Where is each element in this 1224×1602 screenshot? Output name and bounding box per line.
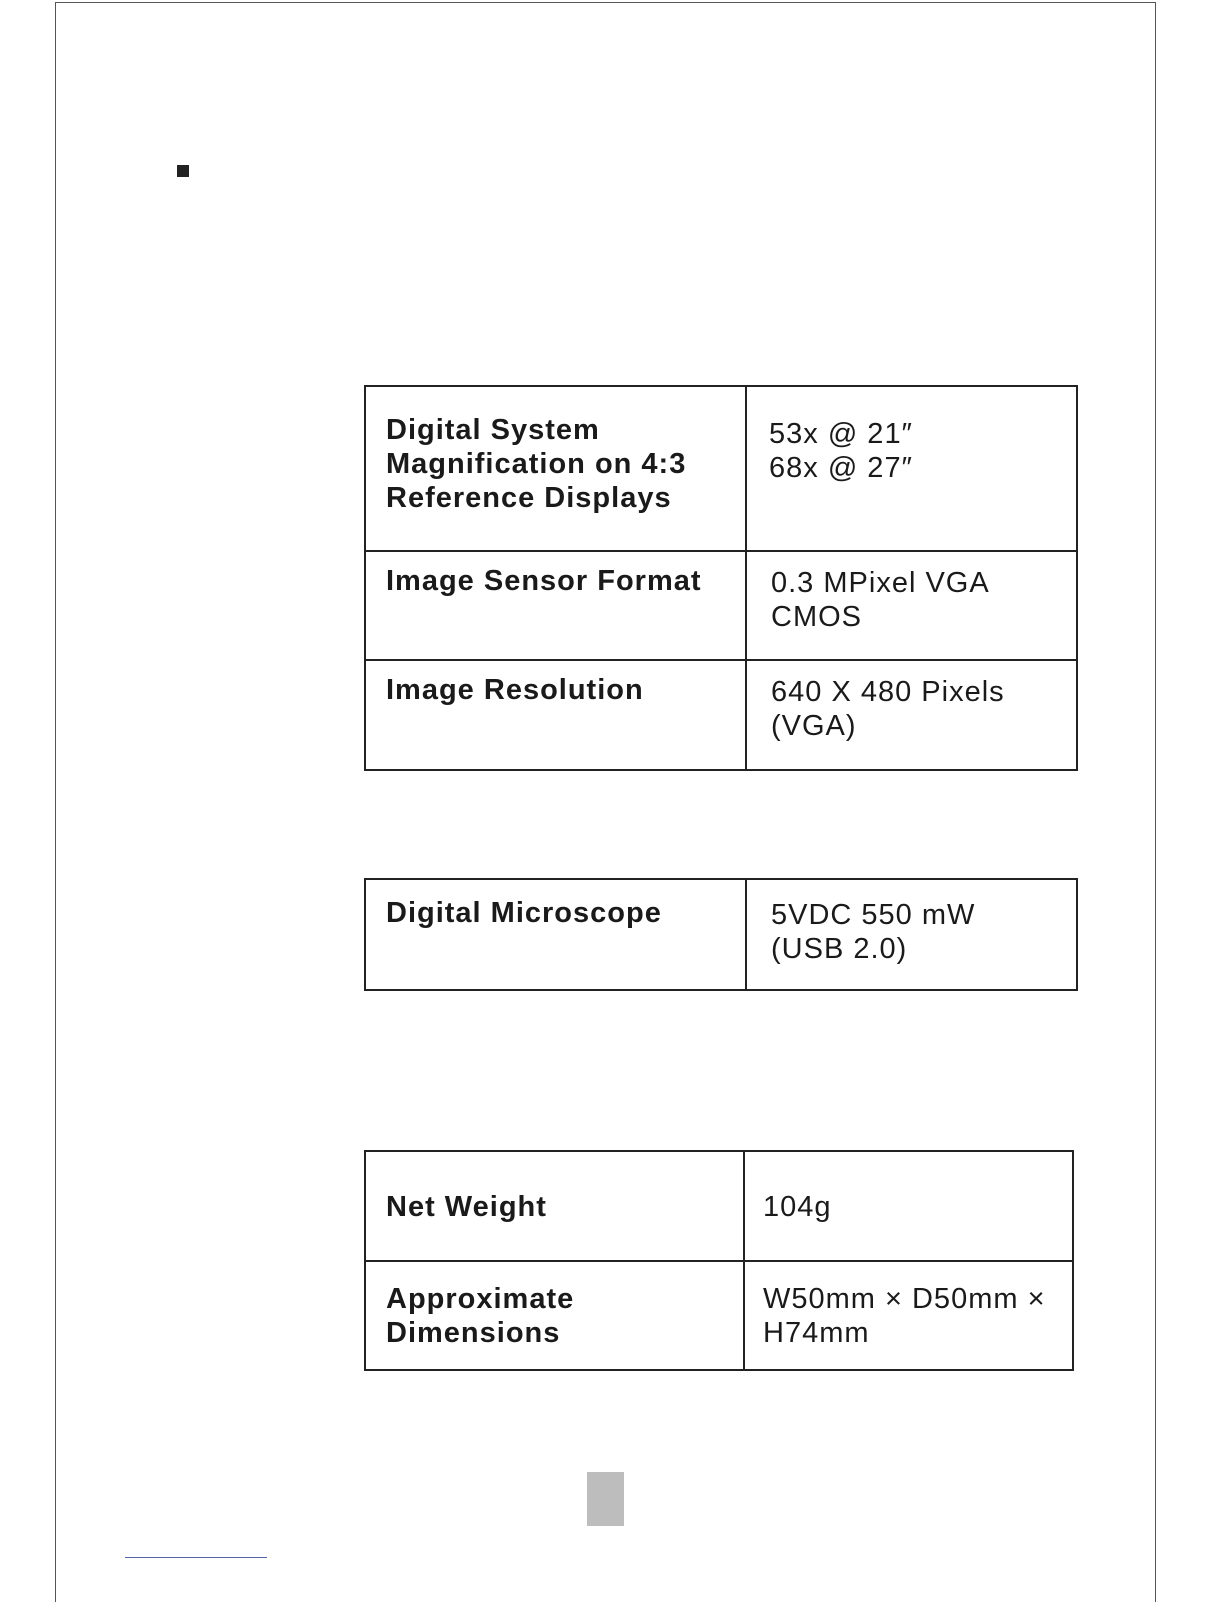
table-row [365,879,1077,990]
table-row [365,386,1077,551]
spec-value-power: 5VDC 550 mW (USB 2.0) [746,879,1077,990]
table-row [365,551,1077,660]
table-row [365,1261,1073,1370]
spec-label-magnification: Digital System Magnification on 4:3 Reference Displays [365,386,746,551]
footnote-divider [125,1557,267,1558]
spec-value-dimensions: W50mm × D50mm × H74mm [744,1261,1073,1370]
physical-spec-table [364,1150,1074,1371]
spec-value-resolution: 640 X 480 Pixels (VGA) [746,660,1077,770]
spec-label-power: Digital Microscope [365,879,746,990]
optics-spec-table [364,385,1078,771]
page-number-box [587,1472,624,1526]
table-row [365,1151,1073,1261]
table-row [365,660,1077,770]
spec-label-dimensions: Approximate Dimensions [365,1261,744,1370]
spec-value-magnification: 53x @ 21″ 68x @ 27″ [746,386,1077,551]
section-bullet-icon [177,165,189,177]
spec-label-sensor-format: Image Sensor Format [365,551,746,660]
spec-value-weight: 104g [744,1151,1073,1261]
spec-value-sensor-format: 0.3 MPixel VGA CMOS [746,551,1077,660]
spec-label-weight: Net Weight [365,1151,744,1261]
power-spec-table [364,878,1078,991]
spec-label-resolution: Image Resolution [365,660,746,770]
